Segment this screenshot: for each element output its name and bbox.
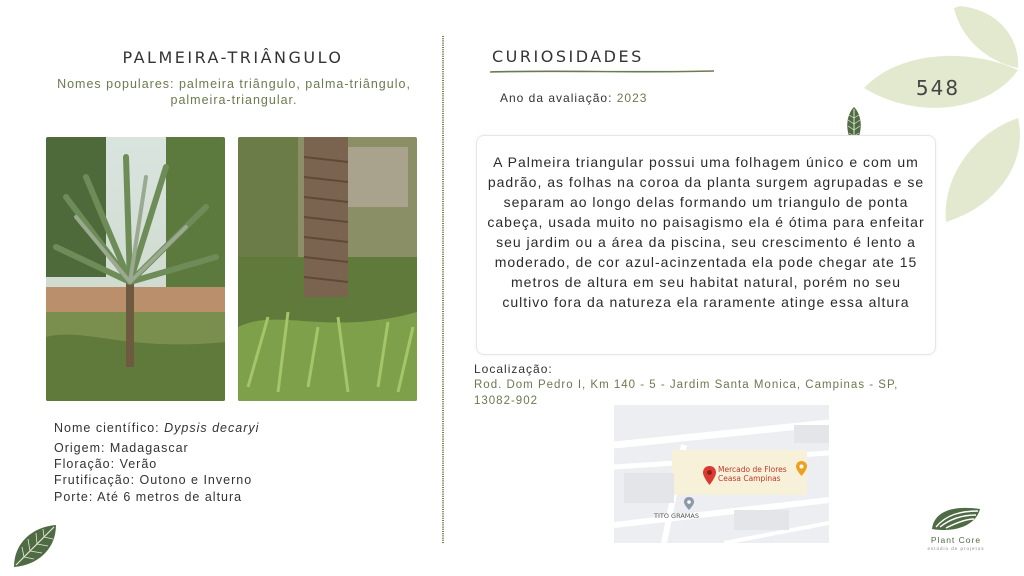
brand-name: Plant Core — [930, 535, 982, 545]
scientific-name-line — [54, 420, 414, 437]
location-label: Localização: — [474, 362, 553, 376]
scientific-name-label: Nome científico: — [54, 421, 160, 435]
section-title-curiosities: CURIOSIDADES — [492, 47, 644, 66]
popular-names: Nomes populares: palmeira triângulo, palma-triângulo, palmeira-triangular. — [57, 77, 411, 107]
evaluation-year: 2023 — [616, 91, 648, 105]
size: Porte: Até 6 metros de altura — [54, 490, 243, 504]
brand-tagline: estúdio de projetos — [927, 546, 985, 551]
location-map[interactable] — [614, 405, 829, 543]
origin: Origem: Madagascar — [54, 441, 189, 455]
plant-number-badge: 548 — [915, 76, 961, 100]
title-underline — [490, 69, 715, 74]
location-address: Rod. Dom Pedro I, Km 140 - 5 - Jardim Santa Monica, Campinas - SP, 13082-902 — [474, 379, 899, 407]
plant-photo-1 — [46, 137, 225, 401]
brand-logo-icon — [930, 503, 982, 533]
column-divider — [441, 36, 445, 544]
description-card — [476, 135, 936, 355]
map-place-line2: Ceasa Campinas — [718, 473, 781, 483]
scientific-name: Dypsis decaryi — [164, 421, 260, 435]
leaf-icon-bottom-left — [10, 523, 60, 569]
poi-pin-icon[interactable] — [684, 497, 694, 510]
description-text: A Palmeira triangular possui uma folhagem único e com um padrão, as folhas na coroa da planta surgem agrupadas e se separam ao longo delas formando um triangulo de ponta cabeça, usada muito no paisagismo ela é ótima para enfeitar seu jardim ou a área da piscina, seu crescimento é lento a moderado, de cor azul-acinzentada ela pode chegar ate 15 metros de altura em seu habitat natural, porém no seu cultivo fora da natureza ela raramente atinge essa altura — [487, 154, 925, 310]
map-pin-icon[interactable] — [703, 466, 716, 485]
plant-title: PALMEIRA-TRIÂNGULO — [122, 48, 344, 67]
evaluation-year-line — [500, 90, 800, 107]
flowering: Floração: Verão — [54, 457, 158, 471]
fruiting: Frutificação: Outono e Inverno — [54, 473, 253, 487]
food-pin-icon[interactable] — [796, 461, 807, 476]
plant-photo-2 — [238, 137, 417, 401]
map-poi-label: TITO GRAMAS — [654, 512, 699, 520]
map-place-line1: Mercado de Flores — [718, 465, 787, 474]
evaluation-year-label: Ano da avaliação: — [500, 91, 613, 105]
